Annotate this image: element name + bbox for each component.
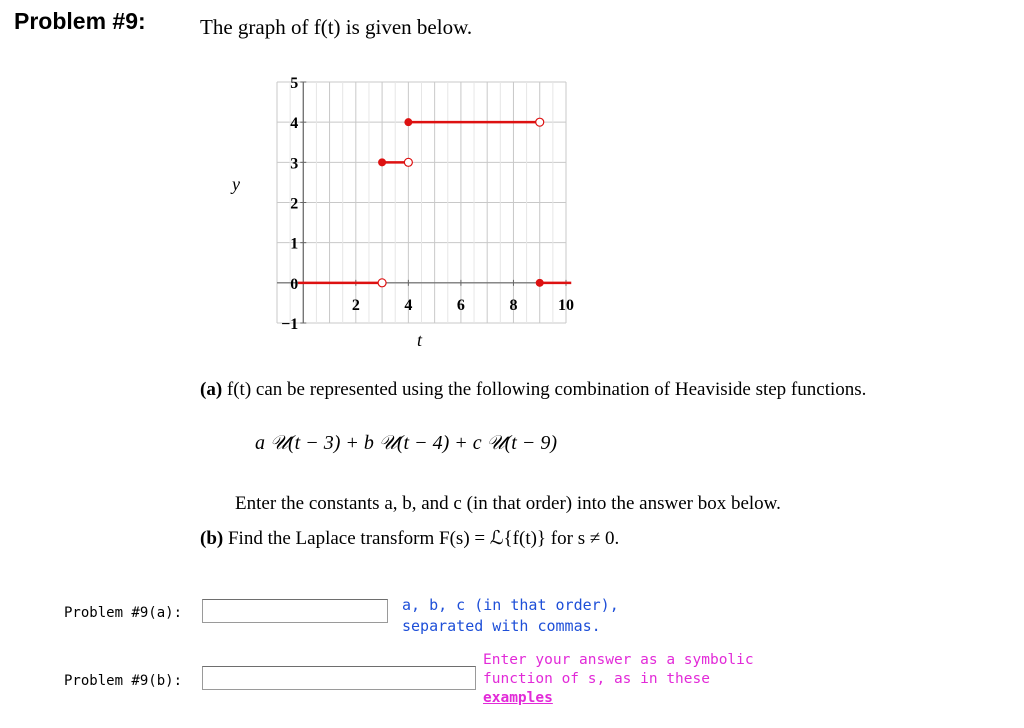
open-endpoint: [536, 118, 544, 126]
open-endpoint: [378, 279, 386, 287]
answer-a-hint-line2: separated with commas.: [402, 617, 601, 635]
x-tick-label: 6: [456, 296, 465, 314]
answer-b-input[interactable]: [202, 666, 476, 690]
part-a-text: f(t) can be represented using the following combination of Heaviside step functions.: [226, 379, 867, 400]
heaviside-formula: a 𝒰(t − 3) + b 𝒰(t − 4) + c 𝒰(t − 9): [255, 432, 557, 454]
part-b-label: (b): [200, 528, 224, 549]
answer-b-hint-line2: function of s, as in these: [483, 671, 710, 687]
chart-ticks: [281, 75, 574, 333]
problem-number: Problem #9:: [14, 8, 146, 34]
answer-a-hint: [402, 595, 619, 637]
y-tick-label: 1: [290, 235, 299, 253]
answer-a-input[interactable]: [202, 599, 388, 623]
y-tick-label: 2: [290, 195, 299, 213]
chart-grid: [277, 82, 566, 323]
x-tick-label: 2: [351, 296, 360, 314]
part-b-question: [200, 527, 619, 550]
answer-b-label: Problem #9(b):: [64, 673, 183, 689]
y-tick-label: 5: [290, 75, 299, 92]
closed-endpoint: [378, 158, 386, 166]
x-tick-label: 8: [509, 296, 518, 314]
answer-a-label: Problem #9(a):: [64, 605, 183, 621]
y-tick-label: 4: [290, 115, 299, 133]
y-tick-label: 3: [290, 155, 299, 173]
x-axis-label: t: [417, 330, 423, 350]
part-b-text: Find the Laplace transform F(s) = ℒ{f(t)} for s ≠ 0.: [227, 528, 620, 549]
y-axis-label: y: [232, 174, 240, 194]
examples-link[interactable]: examples: [483, 690, 553, 706]
part-a-label: (a): [200, 379, 223, 400]
problem-statement: The graph of f(t) is given below.: [200, 15, 473, 39]
y-tick-label: −1: [281, 316, 299, 333]
closed-endpoint: [536, 279, 544, 287]
graph-of-f: [190, 70, 590, 360]
answer-a-hint-line1: a, b, c (in that order),: [402, 596, 619, 614]
x-tick-label: 4: [404, 296, 413, 314]
open-endpoint: [404, 158, 412, 166]
answer-b-hint-line1: Enter your answer as a symbolic: [483, 652, 754, 668]
y-tick-label: 0: [290, 275, 299, 293]
x-tick-label: 10: [558, 296, 574, 314]
closed-endpoint: [404, 118, 412, 126]
answer-b-hint: [483, 651, 754, 708]
part-a-instruction: Enter the constants a, b, and c (in that order) into the answer box below.: [235, 493, 781, 514]
part-a-question: [200, 379, 866, 401]
